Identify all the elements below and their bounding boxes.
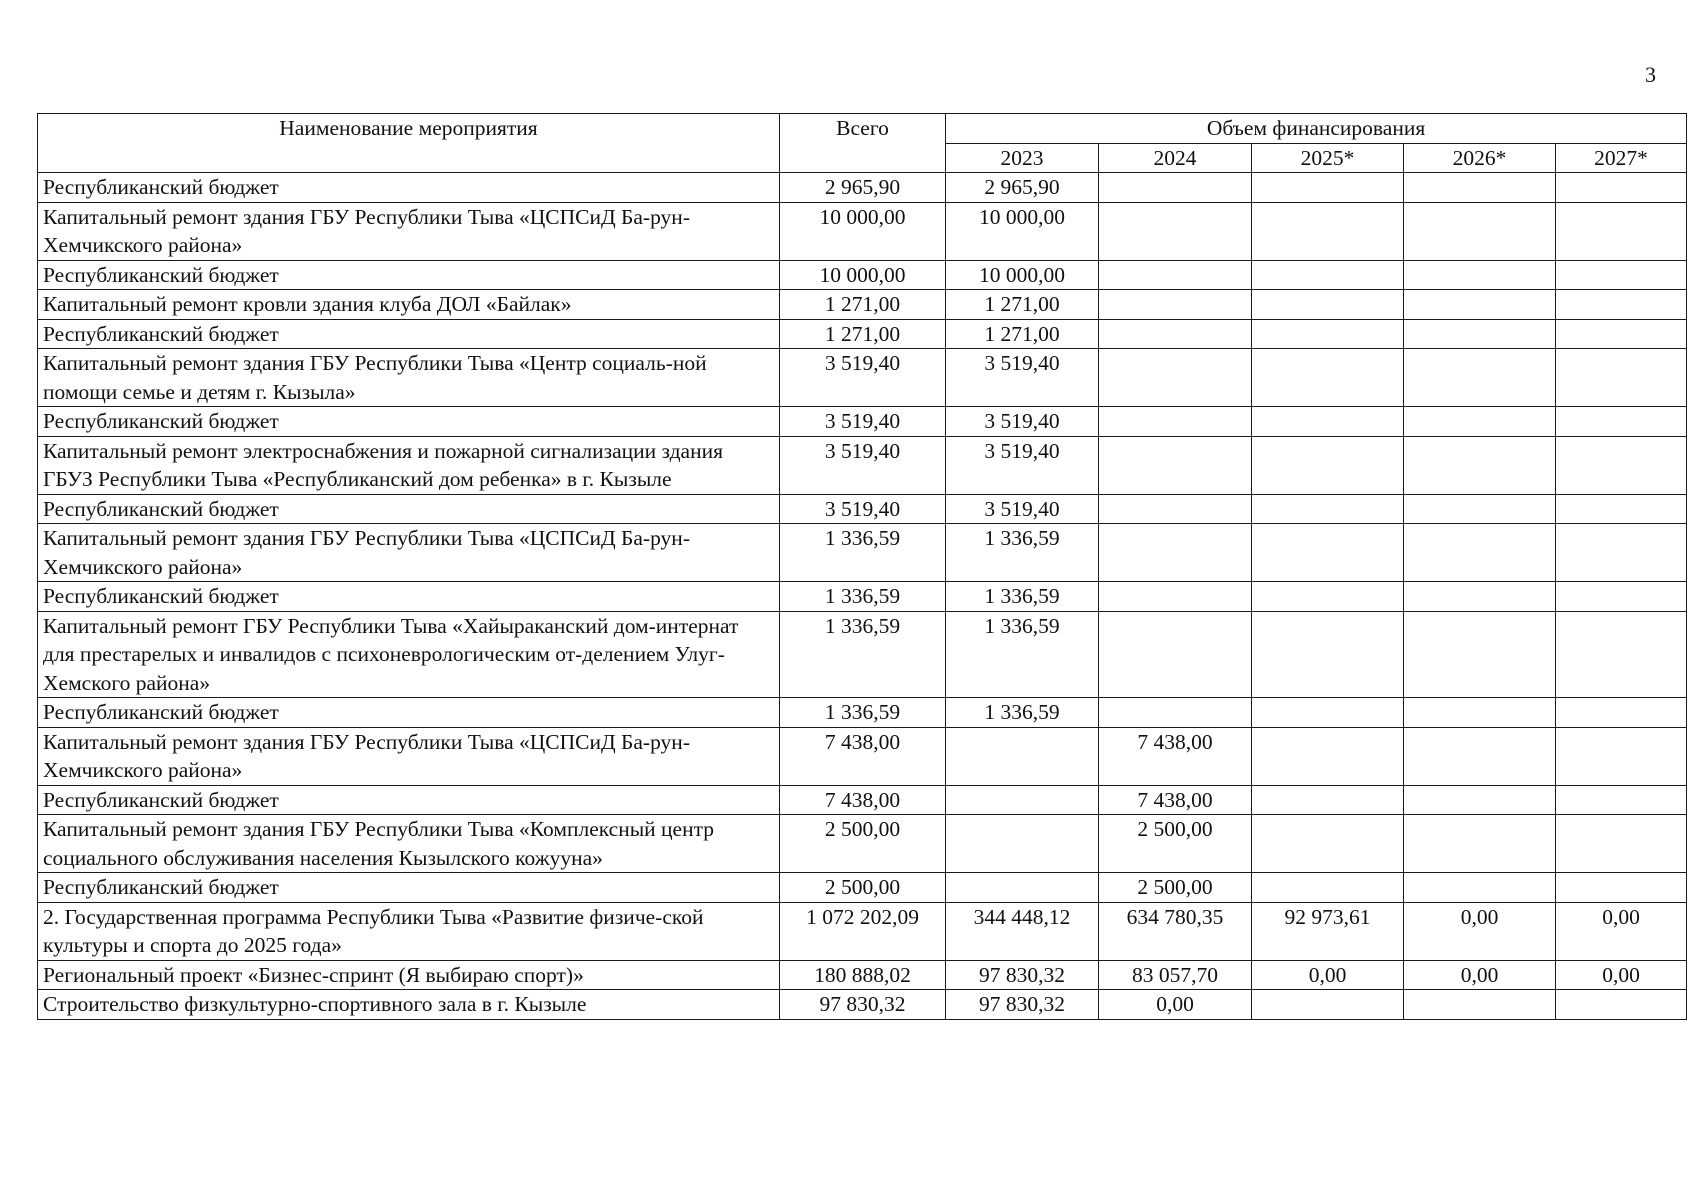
cell-y2025	[1252, 349, 1404, 407]
table-row	[38, 524, 1687, 582]
header-year-2025: 2025*	[1252, 143, 1404, 173]
cell-y2026	[1404, 407, 1556, 437]
cell-y2027	[1556, 290, 1687, 320]
cell-name: 2. Государственная программа Республики Тыва «Развитие физиче-ской культуры и спорта до 2025 года»	[38, 902, 780, 960]
table-row	[38, 902, 1687, 960]
header-name: Наименование мероприятия	[38, 114, 780, 173]
table-row	[38, 260, 1687, 290]
cell-y2024	[1099, 290, 1252, 320]
header-year-2023: 2023	[946, 143, 1099, 173]
cell-y2023: 1 336,59	[946, 582, 1099, 612]
cell-y2024	[1099, 260, 1252, 290]
cell-y2026: 0,00	[1404, 960, 1556, 990]
cell-y2027	[1556, 260, 1687, 290]
cell-y2026	[1404, 290, 1556, 320]
table-row	[38, 494, 1687, 524]
cell-y2025	[1252, 436, 1404, 494]
table-row	[38, 785, 1687, 815]
cell-y2025	[1252, 260, 1404, 290]
cell-y2024	[1099, 494, 1252, 524]
table-row	[38, 960, 1687, 990]
cell-y2024	[1099, 436, 1252, 494]
cell-total: 1 336,59	[780, 698, 946, 728]
cell-y2025	[1252, 494, 1404, 524]
header-row-1	[38, 114, 1687, 144]
cell-total: 7 438,00	[780, 727, 946, 785]
cell-y2027	[1556, 611, 1687, 698]
cell-y2025	[1252, 290, 1404, 320]
cell-y2026	[1404, 260, 1556, 290]
table-body	[38, 173, 1687, 1020]
cell-y2023: 3 519,40	[946, 407, 1099, 437]
cell-y2024	[1099, 173, 1252, 203]
header-year-2027: 2027*	[1556, 143, 1687, 173]
cell-name: Капитальный ремонт ГБУ Республики Тыва «Хайыраканский дом-интернат для престарелых и инвалидов с психоневрологическим от-делением Улуг-Хемского района»	[38, 611, 780, 698]
cell-y2025	[1252, 524, 1404, 582]
header-total: Всего	[780, 114, 946, 173]
cell-name: Капитальный ремонт кровли здания клуба ДОЛ «Байлак»	[38, 290, 780, 320]
cell-y2025	[1252, 785, 1404, 815]
cell-y2027	[1556, 785, 1687, 815]
cell-total: 3 519,40	[780, 494, 946, 524]
cell-y2027	[1556, 873, 1687, 903]
cell-y2024: 83 057,70	[1099, 960, 1252, 990]
cell-y2026: 0,00	[1404, 902, 1556, 960]
table-row	[38, 407, 1687, 437]
cell-y2023: 1 336,59	[946, 524, 1099, 582]
cell-y2027	[1556, 698, 1687, 728]
cell-y2023: 344 448,12	[946, 902, 1099, 960]
cell-y2024: 2 500,00	[1099, 873, 1252, 903]
cell-total: 3 519,40	[780, 407, 946, 437]
cell-y2025: 0,00	[1252, 960, 1404, 990]
funding-table	[37, 113, 1687, 1020]
cell-y2026	[1404, 611, 1556, 698]
table-row	[38, 990, 1687, 1020]
cell-y2026	[1404, 785, 1556, 815]
header-funding: Объем финансирования	[946, 114, 1687, 144]
cell-y2025	[1252, 407, 1404, 437]
cell-y2025: 92 973,61	[1252, 902, 1404, 960]
cell-name: Республиканский бюджет	[38, 407, 780, 437]
cell-y2027	[1556, 349, 1687, 407]
cell-y2025	[1252, 202, 1404, 260]
cell-y2023: 97 830,32	[946, 960, 1099, 990]
cell-y2025	[1252, 815, 1404, 873]
cell-name: Капитальный ремонт здания ГБУ Республики Тыва «Комплексный центр социального обслуживания населения Кызылского кожууна»	[38, 815, 780, 873]
cell-total: 1 072 202,09	[780, 902, 946, 960]
cell-y2023	[946, 785, 1099, 815]
cell-total: 180 888,02	[780, 960, 946, 990]
cell-y2027	[1556, 524, 1687, 582]
cell-y2024: 634 780,35	[1099, 902, 1252, 960]
cell-name: Строительство физкультурно-спортивного зала в г. Кызыле	[38, 990, 780, 1020]
cell-y2023: 10 000,00	[946, 260, 1099, 290]
cell-y2027	[1556, 407, 1687, 437]
cell-y2027: 0,00	[1556, 902, 1687, 960]
table-row	[38, 319, 1687, 349]
cell-y2023: 10 000,00	[946, 202, 1099, 260]
cell-name: Республиканский бюджет	[38, 173, 780, 203]
cell-name: Капитальный ремонт здания ГБУ Республики Тыва «Центр социаль-ной помощи семье и детям г. Кызыла»	[38, 349, 780, 407]
cell-y2026	[1404, 319, 1556, 349]
cell-y2025	[1252, 727, 1404, 785]
cell-name: Республиканский бюджет	[38, 873, 780, 903]
cell-y2026	[1404, 698, 1556, 728]
table-row	[38, 582, 1687, 612]
cell-y2026	[1404, 349, 1556, 407]
cell-total: 2 965,90	[780, 173, 946, 203]
header-year-2026: 2026*	[1404, 143, 1556, 173]
cell-y2024: 2 500,00	[1099, 815, 1252, 873]
cell-y2023: 3 519,40	[946, 494, 1099, 524]
cell-y2027	[1556, 173, 1687, 203]
cell-total: 10 000,00	[780, 202, 946, 260]
cell-y2024	[1099, 582, 1252, 612]
cell-y2024	[1099, 319, 1252, 349]
cell-y2024	[1099, 407, 1252, 437]
cell-y2025	[1252, 873, 1404, 903]
cell-y2026	[1404, 990, 1556, 1020]
cell-total: 1 336,59	[780, 611, 946, 698]
cell-total: 1 271,00	[780, 319, 946, 349]
table-row	[38, 727, 1687, 785]
cell-name: Капитальный ремонт здания ГБУ Республики Тыва «ЦСПСиД Ба-рун-Хемчикского района»	[38, 524, 780, 582]
cell-y2026	[1404, 173, 1556, 203]
cell-name: Республиканский бюджет	[38, 785, 780, 815]
cell-y2026	[1404, 582, 1556, 612]
cell-y2026	[1404, 727, 1556, 785]
cell-y2027	[1556, 494, 1687, 524]
cell-y2024	[1099, 698, 1252, 728]
cell-y2025	[1252, 582, 1404, 612]
cell-total: 1 336,59	[780, 524, 946, 582]
cell-name: Капитальный ремонт электроснабжения и пожарной сигнализации здания ГБУЗ Республики Тыва «Республиканский дом ребенка» в г. Кызыле	[38, 436, 780, 494]
cell-y2023: 1 271,00	[946, 290, 1099, 320]
cell-y2023	[946, 815, 1099, 873]
cell-total: 2 500,00	[780, 815, 946, 873]
cell-name: Республиканский бюджет	[38, 319, 780, 349]
cell-y2027	[1556, 202, 1687, 260]
cell-y2024	[1099, 524, 1252, 582]
cell-y2026	[1404, 873, 1556, 903]
cell-y2027	[1556, 319, 1687, 349]
cell-y2026	[1404, 494, 1556, 524]
cell-total: 10 000,00	[780, 260, 946, 290]
cell-y2026	[1404, 815, 1556, 873]
cell-y2027	[1556, 436, 1687, 494]
cell-y2026	[1404, 436, 1556, 494]
cell-name: Республиканский бюджет	[38, 698, 780, 728]
cell-y2023	[946, 727, 1099, 785]
cell-name: Республиканский бюджет	[38, 260, 780, 290]
header-year-2024: 2024	[1099, 143, 1252, 173]
cell-total: 97 830,32	[780, 990, 946, 1020]
cell-y2024: 0,00	[1099, 990, 1252, 1020]
cell-y2023: 3 519,40	[946, 436, 1099, 494]
cell-y2025	[1252, 319, 1404, 349]
cell-y2027	[1556, 582, 1687, 612]
cell-y2025	[1252, 698, 1404, 728]
table-row	[38, 436, 1687, 494]
cell-total: 3 519,40	[780, 349, 946, 407]
cell-y2027	[1556, 815, 1687, 873]
cell-name: Республиканский бюджет	[38, 494, 780, 524]
cell-y2023: 1 336,59	[946, 611, 1099, 698]
cell-y2023: 1 271,00	[946, 319, 1099, 349]
cell-name: Республиканский бюджет	[38, 582, 780, 612]
table-row	[38, 202, 1687, 260]
cell-y2026	[1404, 202, 1556, 260]
cell-y2024	[1099, 611, 1252, 698]
cell-name: Капитальный ремонт здания ГБУ Республики Тыва «ЦСПСиД Ба-рун-Хемчикского района»	[38, 202, 780, 260]
cell-y2023: 1 336,59	[946, 698, 1099, 728]
cell-y2023: 3 519,40	[946, 349, 1099, 407]
cell-y2023	[946, 873, 1099, 903]
cell-y2025	[1252, 173, 1404, 203]
cell-y2023: 97 830,32	[946, 990, 1099, 1020]
cell-total: 2 500,00	[780, 873, 946, 903]
cell-name: Региональный проект «Бизнес-спринт (Я выбираю спорт)»	[38, 960, 780, 990]
cell-y2026	[1404, 524, 1556, 582]
cell-y2025	[1252, 611, 1404, 698]
cell-total: 1 336,59	[780, 582, 946, 612]
page-number: 3	[1645, 62, 1656, 87]
cell-total: 1 271,00	[780, 290, 946, 320]
cell-name: Капитальный ремонт здания ГБУ Республики Тыва «ЦСПСиД Ба-рун-Хемчикского района»	[38, 727, 780, 785]
table-row	[38, 815, 1687, 873]
cell-y2027	[1556, 990, 1687, 1020]
table-row	[38, 873, 1687, 903]
cell-y2024	[1099, 349, 1252, 407]
table-row	[38, 290, 1687, 320]
cell-y2027: 0,00	[1556, 960, 1687, 990]
table-row	[38, 349, 1687, 407]
cell-total: 7 438,00	[780, 785, 946, 815]
table-row	[38, 698, 1687, 728]
table-row	[38, 173, 1687, 203]
table-row	[38, 611, 1687, 698]
cell-y2024: 7 438,00	[1099, 785, 1252, 815]
cell-total: 3 519,40	[780, 436, 946, 494]
cell-y2025	[1252, 990, 1404, 1020]
cell-y2023: 2 965,90	[946, 173, 1099, 203]
cell-y2024	[1099, 202, 1252, 260]
cell-y2027	[1556, 727, 1687, 785]
cell-y2024: 7 438,00	[1099, 727, 1252, 785]
